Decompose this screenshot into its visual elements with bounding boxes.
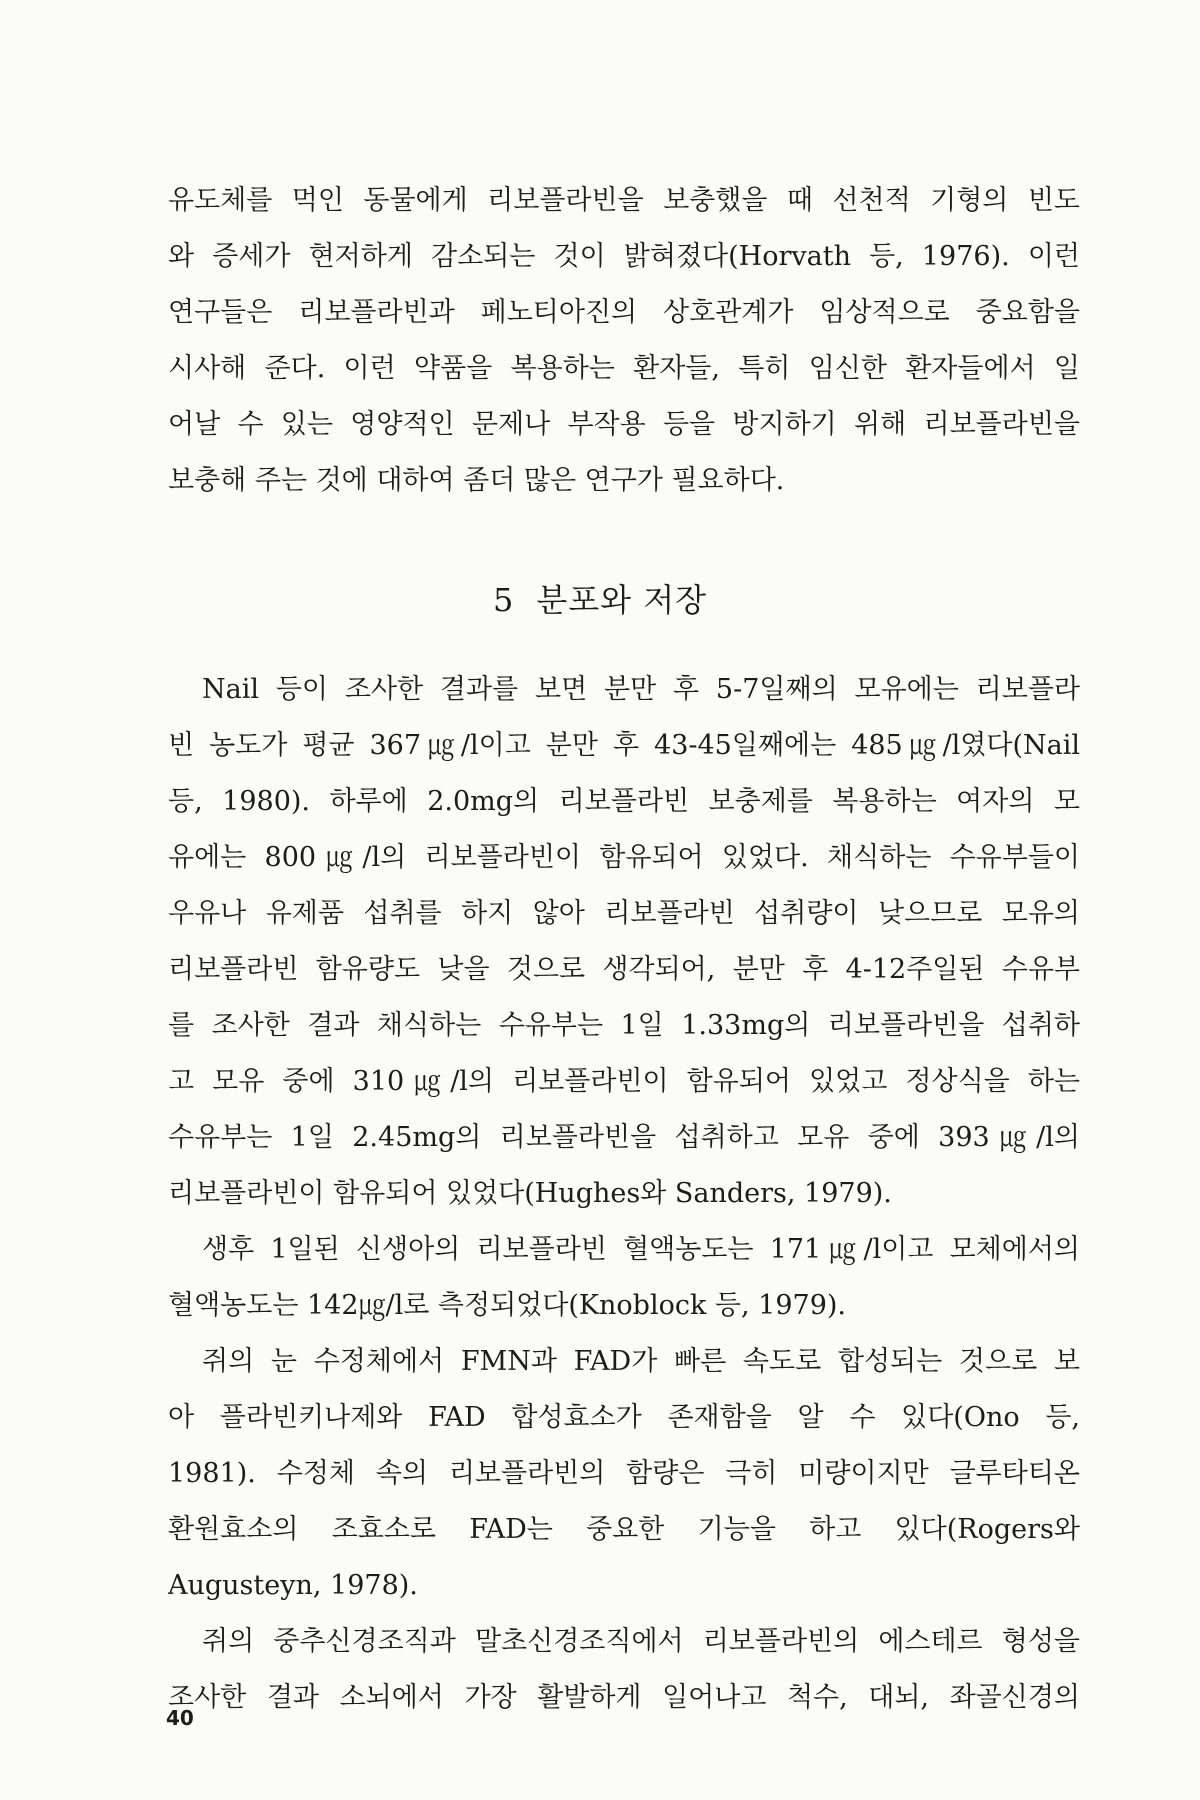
text-line: Nail 등이 조사한 결과를 보면 분만 후 5-7일째의 모유에는 리보플라 xyxy=(202,674,1080,705)
text-line: 유도체를 먹인 동물에게 리보플라빈을 보충했을 때 선천적 기형의 빈도 xyxy=(168,185,1080,216)
text-line: 리보플라빈이 함유되어 있었다(Hughes와 Sanders, 1979). xyxy=(168,1178,892,1209)
paragraph-intro xyxy=(168,173,1080,509)
paragraph-lens xyxy=(168,1334,1080,1614)
paragraph-nail xyxy=(168,662,1080,1222)
text-line: 시사해 준다. 이런 약품을 복용하는 환자들, 특히 임신한 환자들에서 일 xyxy=(168,353,1080,384)
text-line: 환원효소의 조효소로 FAD는 중요한 기능을 하고 있다(Rogers와 xyxy=(168,1514,1080,1545)
text-line: 혈액농도는 142㎍/l로 측정되었다(Knoblock 등, 1979). xyxy=(168,1290,846,1321)
text-line: 우유나 유제품 섭취를 하지 않아 리보플라빈 섭취량이 낮으므로 모유의 xyxy=(168,898,1080,929)
text-line: 리보플라빈 함유량도 낮을 것으로 생각되어, 분만 후 4-12주일된 수유부 xyxy=(168,954,1080,985)
text-line: 를 조사한 결과 채식하는 수유부는 1일 1.33mg의 리보플라빈을 섭취하 xyxy=(168,1010,1080,1041)
text-line: 수유부는 1일 2.45mg의 리보플라빈을 섭취하고 모유 중에 393㎍/l의 xyxy=(168,1122,1080,1153)
text-line: 와 증세가 현저하게 감소되는 것이 밝혀졌다(Horvath 등, 1976). 이런 xyxy=(168,241,1080,272)
paragraph-newborn xyxy=(168,1222,1080,1334)
text-line: 보충해 주는 것에 대하여 좀더 많은 연구가 필요하다. xyxy=(168,465,785,496)
page-number: 40 xyxy=(166,1706,194,1730)
text-line: 빈 농도가 평균 367㎍/l이고 분만 후 43-45일째에는 485㎍/l였다(Nail xyxy=(168,730,1080,761)
text-line: 등, 1980). 하루에 2.0mg의 리보플라빈 보충제를 복용하는 여자의 모 xyxy=(168,786,1080,817)
text-line: 아 플라빈키나제와 FAD 합성효소가 존재함을 알 수 있다(Ono 등, xyxy=(168,1402,1080,1433)
text-line: 조사한 결과 소뇌에서 가장 활발하게 일어나고 척수, 대뇌, 좌골신경의 xyxy=(168,1682,1080,1713)
text-line: 1981). 수정체 속의 리보플라빈의 함량은 극히 미량이지만 글루타티온 xyxy=(168,1458,1080,1489)
text-line: 유에는 800㎍/l의 리보플라빈이 함유되어 있었다. 채식하는 수유부들이 xyxy=(168,842,1080,873)
text-line: Augusteyn, 1978). xyxy=(168,1570,418,1601)
text-line: 생후 1일된 신생아의 리보플라빈 혈액농도는 171㎍/l이고 모체에서의 xyxy=(202,1234,1080,1265)
section-heading xyxy=(0,578,1200,622)
text-line: 쥐의 눈 수정체에서 FMN과 FAD가 빠른 속도로 합성되는 것으로 보 xyxy=(202,1346,1080,1377)
text-line: 어날 수 있는 영양적인 문제나 부작용 등을 방지하기 위해 리보플라빈을 xyxy=(168,409,1080,440)
section-number: 5 xyxy=(492,581,515,619)
text-line: 쥐의 중추신경조직과 말초신경조직에서 리보플라빈의 에스테르 형성을 xyxy=(202,1626,1080,1657)
text-line: 고 모유 중에 310㎍/l의 리보플라빈이 함유되어 있었고 정상식을 하는 xyxy=(168,1066,1080,1097)
text-line: 연구들은 리보플라빈과 페노티아진의 상호관계가 임상적으로 중요함을 xyxy=(168,297,1080,328)
section-title: 분포와 저장 xyxy=(536,581,708,619)
paragraph-nerve xyxy=(168,1614,1080,1726)
